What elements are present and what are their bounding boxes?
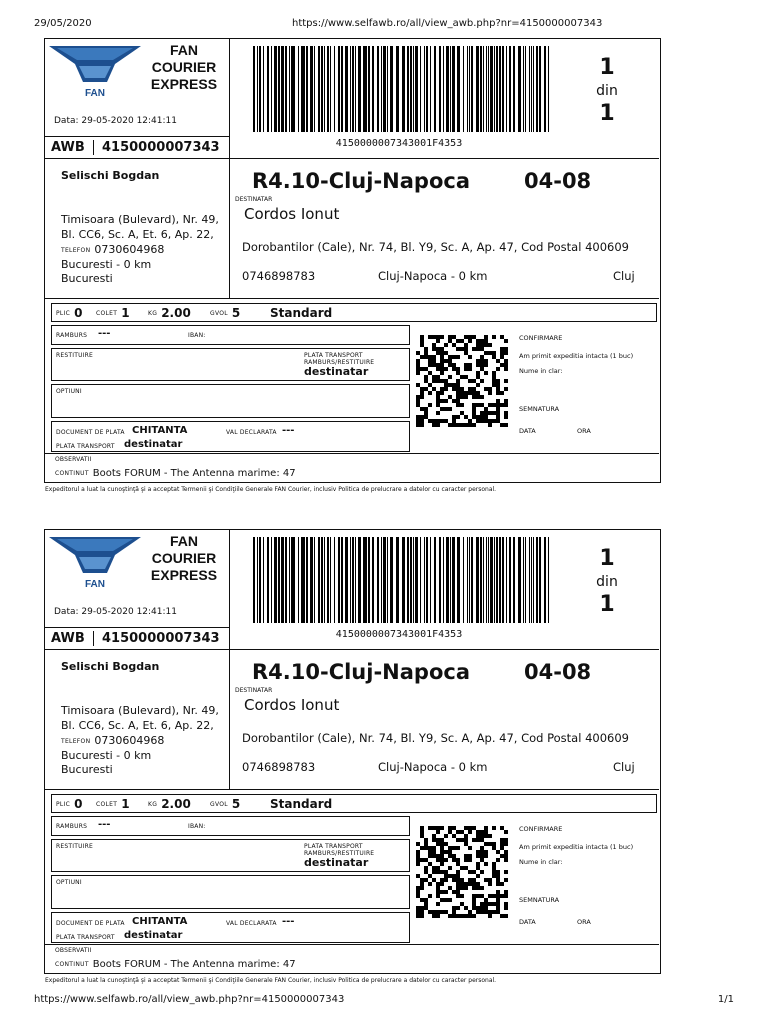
recipient-city: Cluj-Napoca - 0 km — [378, 269, 488, 283]
count-current: 1 — [599, 546, 615, 571]
confirm-name-label: Nume in clar: — [519, 367, 563, 375]
fan-courier-logo-icon — [49, 533, 141, 593]
recipient-phone: 0746898783 — [242, 269, 316, 283]
observatii-divider — [45, 453, 659, 454]
logo-line-3: EXPRESS — [150, 567, 218, 583]
restituire-label: RESTITUIRE — [56, 352, 93, 359]
plata-label: PLATA TRANSPORT — [56, 443, 115, 450]
parcel-count — [557, 546, 657, 618]
confirm-title: CONFIRMARE — [519, 825, 563, 833]
optiuni-label: OPTIUNI — [56, 879, 82, 886]
sender-region: Bucuresti — [61, 763, 113, 776]
awb-date — [54, 607, 177, 617]
recipient-phone: 0746898783 — [242, 760, 316, 774]
recipient-region: Cluj — [613, 269, 635, 283]
confirm-time-label: ORA — [577, 918, 591, 926]
kg-counter: KG 2.00 — [148, 797, 191, 811]
plic-counter: PLIC 0 — [56, 306, 83, 320]
iban-label: IBAN: — [188, 823, 206, 830]
print-header — [34, 18, 734, 32]
confirm-text: Am primit expeditia intacta (1 buc) — [519, 352, 634, 360]
awb-number: 4150000007343 — [102, 631, 220, 646]
sender-phone — [61, 243, 164, 256]
phone-label: TELEFON — [61, 246, 91, 254]
service-type: Standard — [270, 306, 333, 320]
date-label: Data: — [54, 116, 79, 126]
val-declarata-value: --- — [282, 916, 295, 927]
plata-transport-sublabel: RAMBURS/RESTITUIRE — [304, 359, 375, 366]
fan-courier-logo-icon — [49, 42, 141, 102]
route-code: 04-08 — [524, 169, 592, 193]
document-box — [51, 421, 410, 452]
sender-region: Bucuresti — [61, 272, 113, 285]
recipient-label: DESTINATAR — [235, 196, 273, 203]
recipient-bottom-divider — [45, 298, 659, 299]
plic-counter: PLIC 0 — [56, 797, 83, 811]
page-number: 1/1 — [717, 994, 734, 1005]
observatii-divider — [45, 944, 659, 945]
header-bottom-divider — [45, 649, 659, 650]
company-name — [141, 533, 227, 584]
logo-line-1: FAN — [170, 42, 198, 58]
plata-transport-sublabel: RAMBURS/RESTITUIRE — [304, 850, 375, 857]
confirm-date-label: DATA — [519, 918, 536, 926]
continut-label: CONTINUT — [55, 960, 89, 968]
val-declarata-value: --- — [282, 425, 295, 436]
observatii-label: OBSERVATII — [55, 456, 92, 463]
logo-mark-text: FAN — [85, 579, 105, 590]
route: R4.10-Cluj-Napoca — [252, 169, 470, 193]
print-date: 29/05/2020 — [34, 18, 92, 29]
plata-label: PLATA TRANSPORT — [56, 934, 115, 941]
print-footer — [34, 994, 734, 1008]
count-of: din — [596, 574, 618, 590]
confirm-name-label: Nume in clar: — [519, 858, 563, 866]
sender-city: Bucuresti - 0 km — [61, 258, 152, 271]
logo-box — [45, 39, 229, 158]
continut-label: CONTINUT — [55, 469, 89, 477]
phone-label: TELEFON — [61, 737, 91, 745]
recipient-address: Dorobantilor (Cale), Nr. 74, Bl. Y9, Sc. A, Ap. 47, Cod Postal 400609 — [242, 731, 629, 745]
disclaimer: Expeditorul a luat la cunoştinţă şi a acceptat Termenii şi Condiţiile Generale FAN Courier, inclusiv Politica de prelucrare a datelor cu caracter personal. — [45, 977, 497, 984]
barcode-text: 4150000007343001F4353 — [335, 629, 463, 640]
confirm-signature-label: SEMNATURA — [519, 896, 560, 904]
company-name — [141, 42, 227, 93]
plata-value: destinatar — [124, 930, 183, 941]
val-declarata-label: VAL DECLARATA — [226, 429, 277, 436]
ramburs-box — [51, 816, 410, 836]
recipient-name: Cordos Ionut — [244, 696, 340, 714]
awb-label: AWB — [51, 140, 85, 155]
ramburs-box — [51, 325, 410, 345]
awb-date — [54, 116, 177, 126]
plata-transport-label: PLATA TRANSPORT — [304, 843, 363, 850]
document-value: CHITANTA — [132, 916, 188, 927]
restituire-box — [51, 839, 410, 872]
awb-number-row — [45, 627, 229, 649]
document-label: DOCUMENT DE PLATA — [56, 429, 125, 436]
logo-mark-text: FAN — [85, 88, 105, 99]
barcode — [253, 537, 549, 623]
plata-transport-value: destinatar — [304, 856, 369, 869]
optiuni-label: OPTIUNI — [56, 388, 82, 395]
sender-address — [61, 703, 231, 733]
ramburs-value: --- — [98, 328, 111, 339]
counters-row — [51, 794, 657, 813]
count-of: din — [596, 83, 618, 99]
print-url[interactable]: https://www.selfawb.ro/all/view_awb.php?nr=4150000007343 — [292, 18, 603, 29]
iban-label: IBAN: — [188, 332, 206, 339]
restituire-box — [51, 348, 410, 381]
parcel-count — [557, 55, 657, 127]
sender-city: Bucuresti - 0 km — [61, 749, 152, 762]
date-value: 29-05-2020 12:41:11 — [81, 607, 177, 617]
plata-value: destinatar — [124, 439, 183, 450]
plata-transport-label: PLATA TRANSPORT — [304, 352, 363, 359]
header-divider — [229, 39, 230, 158]
disclaimer: Expeditorul a luat la cunoştinţă şi a acceptat Termenii şi Condiţiile Generale FAN Courier, inclusiv Politica de prelucrare a datelor cu caracter personal. — [45, 486, 497, 493]
logo-line-1: FAN — [170, 533, 198, 549]
barcode-text: 4150000007343001F4353 — [335, 138, 463, 149]
sender-name: Selischi Bogdan — [61, 169, 160, 182]
logo-box — [45, 530, 229, 649]
colet-counter: COLET 1 — [96, 306, 130, 320]
awb-number: 4150000007343 — [102, 140, 220, 155]
count-total: 1 — [599, 101, 615, 126]
val-declarata-label: VAL DECLARATA — [226, 920, 277, 927]
date-label: Data: — [54, 607, 79, 617]
awb-divider — [93, 140, 94, 155]
sender-phone-value: 0730604968 — [94, 734, 165, 747]
awb-divider — [93, 631, 94, 646]
sender-address-line1: Timisoara (Bulevard), Nr. 49, — [61, 704, 219, 717]
ramburs-label: RAMBURS — [56, 823, 88, 830]
confirm-signature-label: SEMNATURA — [519, 405, 560, 413]
awb-label: AWB — [51, 631, 85, 646]
ramburs-label: RAMBURS — [56, 332, 88, 339]
confirm-title: CONFIRMARE — [519, 334, 563, 342]
barcode — [253, 46, 549, 132]
count-current: 1 — [599, 55, 615, 80]
document-box — [51, 912, 410, 943]
logo-line-3: EXPRESS — [150, 76, 218, 92]
route: R4.10-Cluj-Napoca — [252, 660, 470, 684]
logo-line-2: COURIER — [151, 59, 217, 75]
plata-transport-value: destinatar — [304, 365, 369, 378]
restituire-label: RESTITUIRE — [56, 843, 93, 850]
colet-counter: COLET 1 — [96, 797, 130, 811]
logo-line-2: COURIER — [151, 550, 217, 566]
date-value: 29-05-2020 12:41:11 — [81, 116, 177, 126]
recipient-city: Cluj-Napoca - 0 km — [378, 760, 488, 774]
qr-code — [416, 826, 508, 918]
continut-row — [55, 468, 296, 479]
awb-label-top — [44, 38, 661, 493]
footer-url[interactable]: https://www.selfawb.ro/all/view_awb.php?nr=4150000007343 — [34, 994, 345, 1005]
header-bottom-divider — [45, 158, 659, 159]
confirm-time-label: ORA — [577, 427, 591, 435]
awb-label-bottom — [44, 529, 661, 984]
sender-address-line2: Bl. CC6, Sc. A, Et. 6, Ap. 22, — [61, 719, 214, 732]
recipient-bottom-divider — [45, 789, 659, 790]
continut-row — [55, 959, 296, 970]
sender-address — [61, 212, 231, 242]
recipient-name: Cordos Ionut — [244, 205, 340, 223]
sender-name: Selischi Bogdan — [61, 660, 160, 673]
service-type: Standard — [270, 797, 333, 811]
kg-counter: KG 2.00 — [148, 306, 191, 320]
sender-phone — [61, 734, 164, 747]
gvol-counter: GVOL 5 — [210, 797, 241, 811]
document-value: CHITANTA — [132, 425, 188, 436]
route-code: 04-08 — [524, 660, 592, 684]
confirm-text: Am primit expeditia intacta (1 buc) — [519, 843, 634, 851]
optiuni-box — [51, 875, 410, 909]
continut-value: Boots FORUM - The Antenna marime: 47 — [92, 959, 296, 970]
sender-address-line1: Timisoara (Bulevard), Nr. 49, — [61, 213, 219, 226]
sender-phone-value: 0730604968 — [94, 243, 165, 256]
recipient-region: Cluj — [613, 760, 635, 774]
observatii-label: OBSERVATII — [55, 947, 92, 954]
count-total: 1 — [599, 592, 615, 617]
optiuni-box — [51, 384, 410, 418]
continut-value: Boots FORUM - The Antenna marime: 47 — [92, 468, 296, 479]
document-label: DOCUMENT DE PLATA — [56, 920, 125, 927]
confirm-date-label: DATA — [519, 427, 536, 435]
counters-row — [51, 303, 657, 322]
recipient-label: DESTINATAR — [235, 687, 273, 694]
ramburs-value: --- — [98, 819, 111, 830]
sender-address-line2: Bl. CC6, Sc. A, Et. 6, Ap. 22, — [61, 228, 214, 241]
gvol-counter: GVOL 5 — [210, 306, 241, 320]
awb-number-row — [45, 136, 229, 158]
recipient-address: Dorobantilor (Cale), Nr. 74, Bl. Y9, Sc. A, Ap. 47, Cod Postal 400609 — [242, 240, 629, 254]
header-divider — [229, 530, 230, 649]
qr-code — [416, 335, 508, 427]
